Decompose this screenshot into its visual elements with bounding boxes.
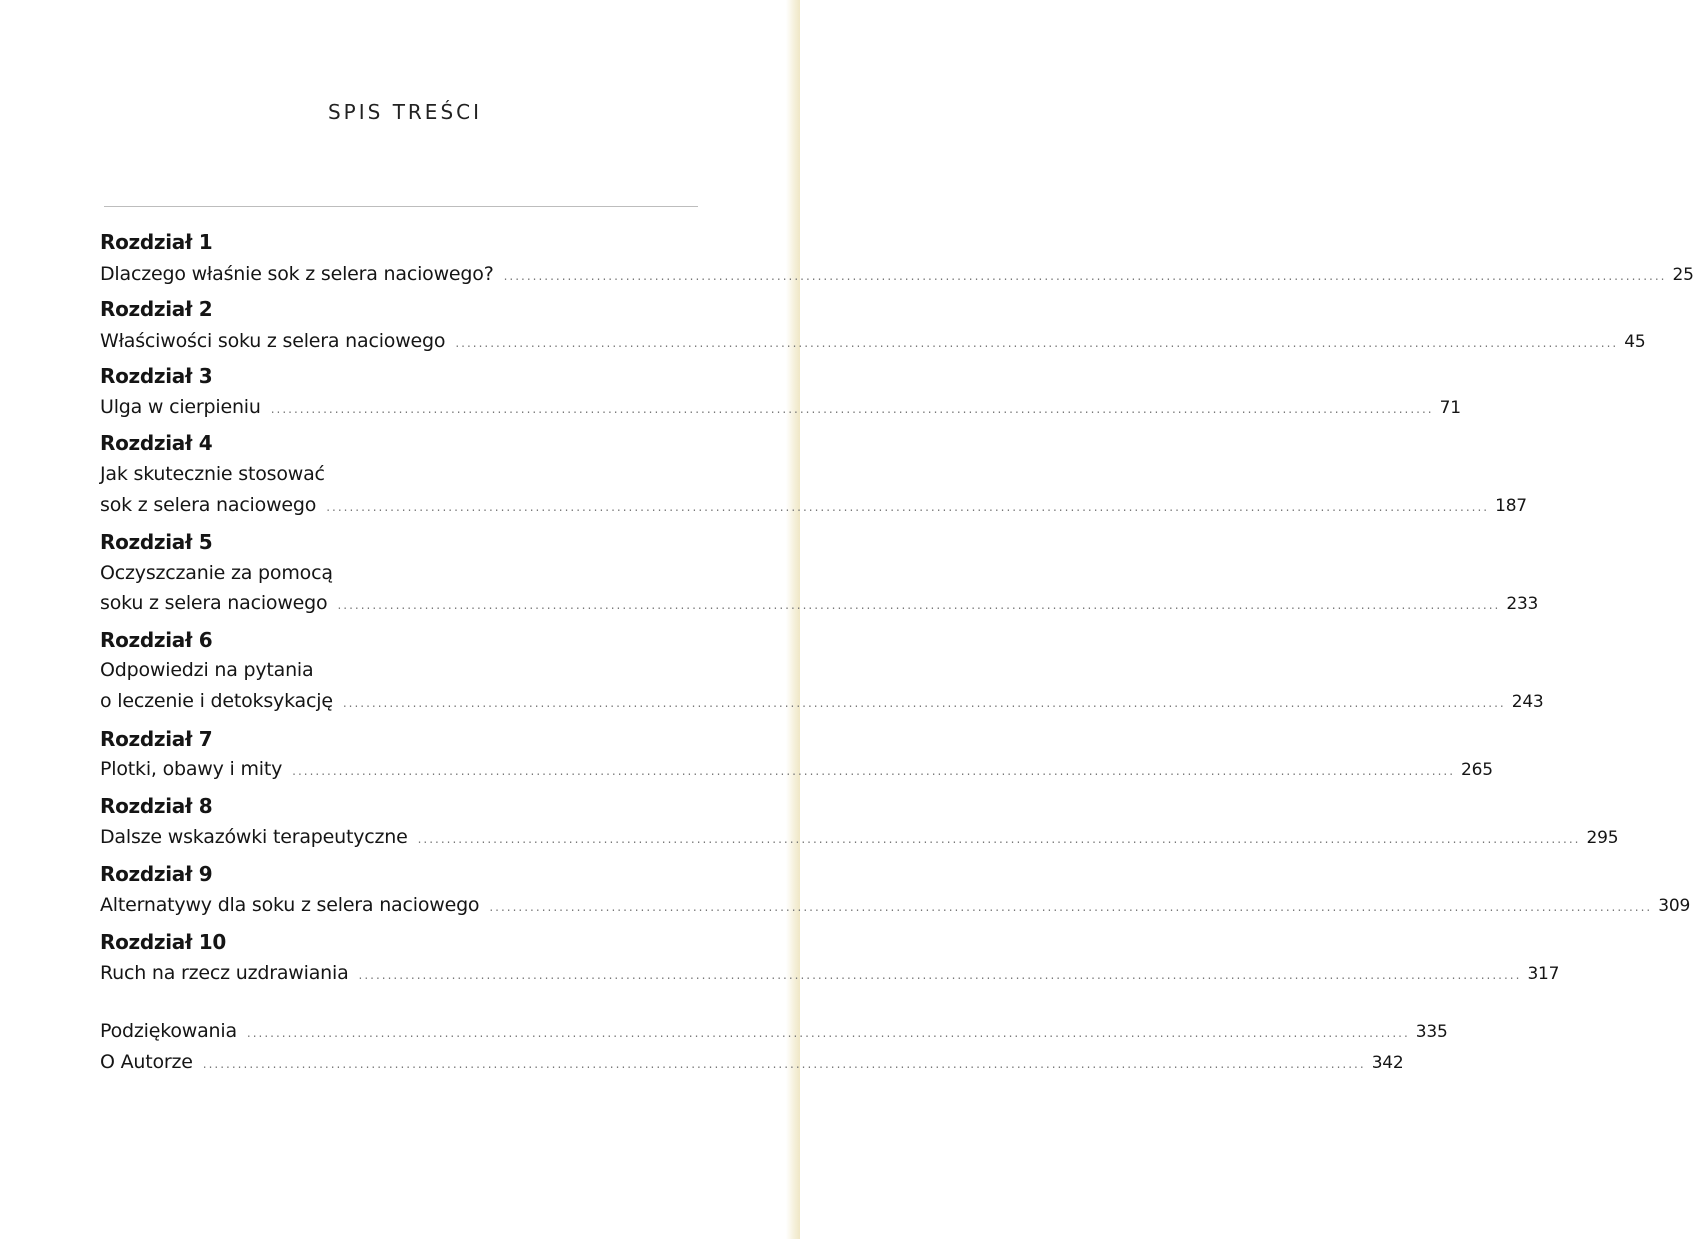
chapter-5-label: Rozdział 5 (100, 530, 213, 554)
leader-dots: ........................................................................................................................................................................................................ (202, 1057, 1366, 1071)
chapter-5-title-line-2: soku z selera naciowego (100, 592, 328, 614)
page-edge (786, 0, 800, 1239)
chapter-10-page: 317 (1527, 964, 1560, 984)
chapter-1-page: 25 (1672, 265, 1694, 285)
about-author-page: 342 (1371, 1053, 1404, 1073)
chapter-2-title: Właściwości soku z selera naciowego (100, 330, 446, 352)
toc-entry-chapter-7[interactable] (100, 758, 1493, 780)
chapter-4-title-line-1: Jak skutecznie stosować (100, 463, 325, 485)
chapter-1-label: Rozdział 1 (100, 230, 213, 254)
chapter-5-page: 233 (1506, 594, 1539, 614)
toc-entry-chapter-2[interactable] (100, 330, 1646, 352)
chapter-6-title-line-1: Odpowiedzi na pytania (100, 659, 314, 681)
about-author-title: O Autorze (100, 1051, 193, 1073)
chapter-5-title-line-1: Oczyszczanie za pomocą (100, 562, 333, 584)
chapter-9-page: 309 (1658, 896, 1691, 916)
chapter-9-title: Alternatywy dla soku z selera naciowego (100, 894, 480, 916)
leader-dots: ........................................................................................................................................................................................................ (326, 500, 1490, 514)
chapter-4-title-line-2: sok z selera naciowego (100, 494, 317, 516)
chapter-1-title: Dlaczego właśnie sok z selera naciowego? (100, 263, 494, 285)
chapter-6-page: 243 (1511, 692, 1544, 712)
chapter-4-label: Rozdział 4 (100, 431, 213, 455)
toc-entry-chapter-6[interactable] (100, 690, 1544, 712)
chapter-8-label: Rozdział 8 (100, 794, 213, 818)
chapter-6-label: Rozdział 6 (100, 628, 213, 652)
chapter-8-title: Dalsze wskazówki terapeutyczne (100, 826, 408, 848)
leader-dots: ........................................................................................................................................................................................................ (503, 269, 1667, 283)
leader-dots: ........................................................................................................................................................................................................ (358, 968, 1522, 982)
title-divider (104, 206, 698, 207)
chapter-10-label: Rozdział 10 (100, 930, 227, 954)
leader-dots: ........................................................................................................................................................................................................ (489, 900, 1653, 914)
toc-entry-chapter-1[interactable] (100, 263, 1694, 285)
toc-entry-chapter-8[interactable] (100, 826, 1619, 848)
leader-dots: ........................................................................................................................................................................................................ (337, 598, 1501, 612)
chapter-7-title: Plotki, obawy i mity (100, 758, 283, 780)
toc-entry-acknowledgements[interactable] (100, 1020, 1448, 1042)
acknowledgements-page: 335 (1415, 1022, 1448, 1042)
acknowledgements-title: Podziękowania (100, 1020, 237, 1042)
leader-dots: ........................................................................................................................................................................................................ (455, 336, 1619, 350)
chapter-6-title-line-2: o leczenie i detoksykację (100, 690, 333, 712)
toc-entry-chapter-9[interactable] (100, 894, 1691, 916)
leader-dots: ........................................................................................................................................................................................................ (246, 1026, 1410, 1040)
toc-entry-chapter-5[interactable] (100, 592, 1539, 614)
toc-entry-chapter-3[interactable] (100, 396, 1461, 418)
toc-entry-chapter-4[interactable] (100, 494, 1527, 516)
toc-entry-about-author[interactable] (100, 1051, 1404, 1073)
chapter-9-label: Rozdział 9 (100, 862, 213, 886)
chapter-4-page: 187 (1495, 496, 1527, 516)
page-title: SPIS TREŚCI (327, 100, 482, 124)
leader-dots: ........................................................................................................................................................................................................ (417, 832, 1581, 846)
chapter-3-page: 71 (1439, 398, 1461, 418)
chapter-3-label: Rozdział 3 (100, 364, 213, 388)
chapter-2-label: Rozdział 2 (100, 297, 213, 321)
toc-entry-chapter-10[interactable] (100, 962, 1560, 984)
chapter-8-page: 295 (1586, 828, 1619, 848)
leader-dots: ........................................................................................................................................................................................................ (270, 402, 1434, 416)
chapter-7-label: Rozdział 7 (100, 727, 213, 751)
chapter-7-page: 265 (1461, 760, 1493, 780)
chapter-10-title: Ruch na rzecz uzdrawiania (100, 962, 349, 984)
leader-dots: ........................................................................................................................................................................................................ (292, 764, 1456, 778)
chapter-2-page: 45 (1624, 332, 1646, 352)
chapter-3-title: Ulga w cierpieniu (100, 396, 261, 418)
leader-dots: ........................................................................................................................................................................................................ (342, 696, 1506, 710)
